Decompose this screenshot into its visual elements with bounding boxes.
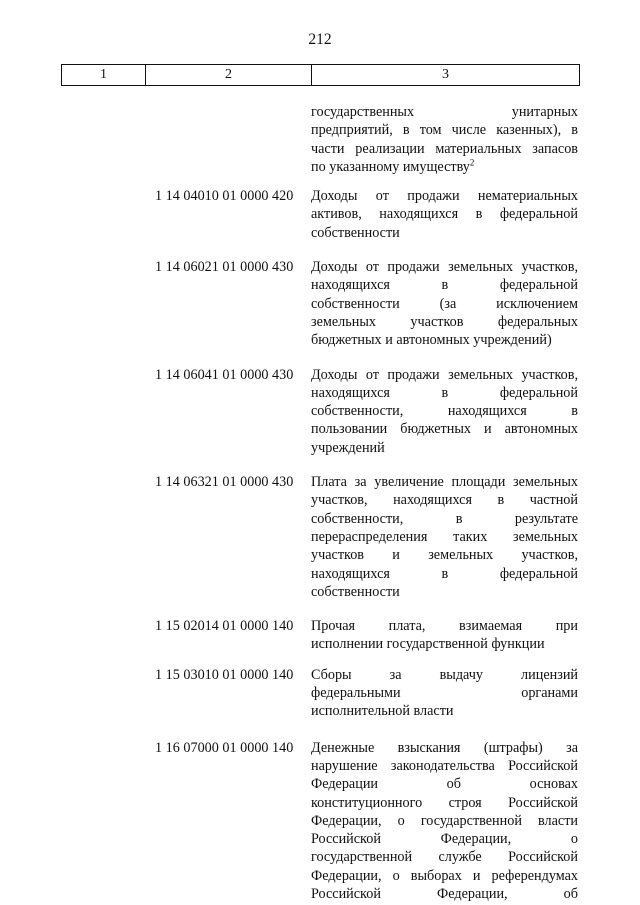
description-line: Доходы от продажи земельных участков, [311, 366, 578, 383]
description-line: исполнительной власти [311, 703, 454, 720]
table-row [0, 666, 640, 721]
description-line: по указанному имуществу$^2$ [311, 157, 475, 175]
budget-classification-code: 1 14 06041 01 0000 430 [155, 366, 294, 383]
description-line: участков, находящихся в частной [311, 492, 578, 509]
description-line: собственности, в результате [311, 510, 578, 527]
table-row [0, 366, 640, 457]
table-row [0, 739, 640, 904]
description-line: государственных унитарных [311, 104, 578, 120]
table-body [0, 87, 640, 903]
column-header-table [61, 64, 580, 86]
column-header-1: 1 [62, 65, 146, 86]
description-line: федеральными органами [311, 685, 578, 702]
revenue-description [311, 103, 578, 176]
description-line: пользовании бюджетных и автономных [311, 421, 578, 438]
table-row [0, 617, 640, 654]
description-line: перераспределения таких земельных [311, 528, 578, 545]
description-line: собственности [311, 583, 400, 600]
revenue-description [311, 187, 578, 242]
description-line: находящихся в федеральной [311, 277, 578, 294]
description-line: Доходы от продажи нематериальных [311, 188, 578, 205]
description-line: Денежные взыскания (штрафы) за [311, 739, 578, 756]
description-line: Прочая плата, взимаемая при [311, 618, 578, 635]
revenue-description [311, 366, 578, 457]
table-row [0, 103, 640, 176]
description-line: Доходы от продажи земельных участков, [311, 259, 578, 276]
description-line: конституционного строя Российской [311, 794, 578, 811]
revenue-description [311, 739, 578, 904]
revenue-description [311, 617, 578, 654]
budget-classification-code: 1 15 02014 01 0000 140 [155, 618, 294, 635]
revenue-description [311, 666, 578, 721]
description-line: собственности, находящихся в [311, 403, 578, 420]
column-header-3: 3 [312, 65, 580, 86]
description-line: находящихся в федеральной [311, 565, 578, 582]
description-line: участков и земельных участков, [311, 547, 578, 564]
description-line: нарушение законодательства Российской [311, 757, 578, 774]
description-line: Федерации, о выборах и референдумах [311, 867, 578, 884]
table-row [0, 258, 640, 349]
description-line: Федерации об основах [311, 776, 578, 793]
column-header-row [62, 65, 580, 86]
description-line: Плата за увеличение площади земельных [311, 474, 578, 491]
revenue-description [311, 473, 578, 601]
description-line: исполнении государственной функции [311, 636, 545, 653]
table-row [0, 187, 640, 242]
footnote-marker: 2 [469, 157, 475, 168]
description-line: собственности [311, 224, 400, 241]
budget-classification-code: 1 14 06021 01 0000 430 [155, 259, 294, 276]
description-line: земельных участков федеральных [311, 313, 578, 330]
page-number: 212 [308, 31, 332, 48]
budget-classification-code: 1 14 04010 01 0000 420 [155, 188, 294, 205]
description-line: активов, находящихся в федеральной [311, 206, 578, 223]
description-line: Сборы за выдачу лицензий [311, 666, 578, 683]
description-line: бюджетных и автономных учреждений) [311, 332, 552, 349]
table-row [0, 473, 640, 601]
revenue-description [311, 258, 578, 349]
description-line: государственной службе Российской [311, 849, 578, 866]
description-line: собственности (за исключением [311, 295, 578, 312]
budget-classification-code: 1 15 03010 01 0000 140 [155, 666, 294, 683]
description-line: Федерации, о государственной власти [311, 812, 578, 829]
description-line: Российской Федерации, об [311, 885, 578, 902]
description-line: части реализации материальных запасов [311, 140, 578, 157]
budget-classification-code: 1 14 06321 01 0000 430 [155, 474, 294, 491]
description-line: предприятий, в том числе казенных), в [311, 122, 578, 139]
description-line: учреждений [311, 439, 385, 456]
column-header-2: 2 [146, 65, 312, 86]
budget-classification-code: 1 16 07000 01 0000 140 [155, 739, 294, 756]
description-line: Российской Федерации, о [311, 831, 578, 848]
description-line: находящихся в федеральной [311, 384, 578, 401]
